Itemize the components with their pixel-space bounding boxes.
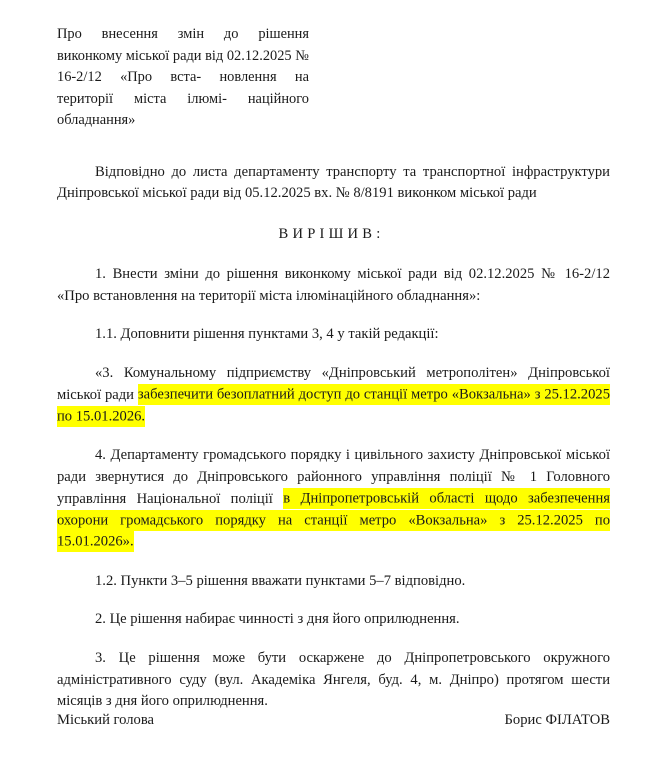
header-line-3: 02.12.2025 № 16-2/12 «Про вста- [57,47,309,85]
header-line-1: Про внесення змін до рішення [57,26,309,42]
signature-title: Міський голова [57,712,155,728]
spacer [57,631,610,648]
signature-name: Борис ФІЛАТОВ [504,712,610,728]
clause-4-highlighted-text: в Дніпропетровській області щодо забезпечення охорони громадського порядку на станції метро «Вокзальна» з 25.12.2025 по 15.01.2026». [57,488,610,552]
spacer [57,205,610,226]
document-content [57,0,610,713]
clause-1-1-paragraph: 1.1. Доповнити рішення пунктами 3, 4 у такій редакції: [95,326,439,343]
spacer [57,428,610,445]
resolution-heading: ВИРІШИВ: [278,225,385,242]
spacer [57,554,610,571]
spacer [57,592,610,609]
spacer [57,307,610,324]
clause-1-2-paragraph: 1.2. Пункти 3–5 рішення вважати пунктами 5–7 відповідно. [95,572,466,589]
signature-block [57,710,610,731]
preamble-paragraph: Відповідно до листа департаменту транспорту та транспортної інфраструктури Дніпровської міської ради від 05.12.2025 вх. № 8/8191 виконком міської ради [57,163,610,202]
document-header-block [57,24,309,132]
clause-3-paragraph [57,363,610,428]
spacer [57,243,610,264]
spacer [57,132,610,162]
clause-3-plain-text: «3. Комунальному підприємству «Дніпровський метрополітен» Дніпровської міської ради [57,365,610,403]
header-line-2: виконкому міської ради від [57,47,224,64]
header-line-4: новлення на території міста ілюмі- [57,69,309,107]
clause-3-highlighted-text: забезпечити безоплатний доступ до станції метро «Вокзальна» з 25.12.2025 по 15.01.2026. [57,384,610,427]
header-line-5: наційного обладнання» [57,90,309,128]
clause-1-paragraph: 1. Внести зміни до рішення виконкому міської ради від 02.12.2025 № 16-2/12 «Про встановлення на території міста ілюмінаційного обладнання»: [57,265,610,304]
spacer [57,346,610,363]
clause-3-final-paragraph: 3. Це рішення може бути оскаржене до Дніпропетровського окружного адміністративного суду (вул. Академіка Янгеля, буд. 4, м. Дніпро) протягом шести місяців з дня його оприлюднення. [57,650,610,710]
clause-4-plain-text: 4. Департаменту громадського порядку і цивільного захисту Дніпровської міської ради звернутися до Дніпровського районного управління поліції № 1 Головного управління Національної поліції [57,447,610,507]
clause-4-paragraph [57,445,610,554]
clause-2-paragraph: 2. Це рішення набирає чинності з дня його оприлюднення. [95,611,460,628]
